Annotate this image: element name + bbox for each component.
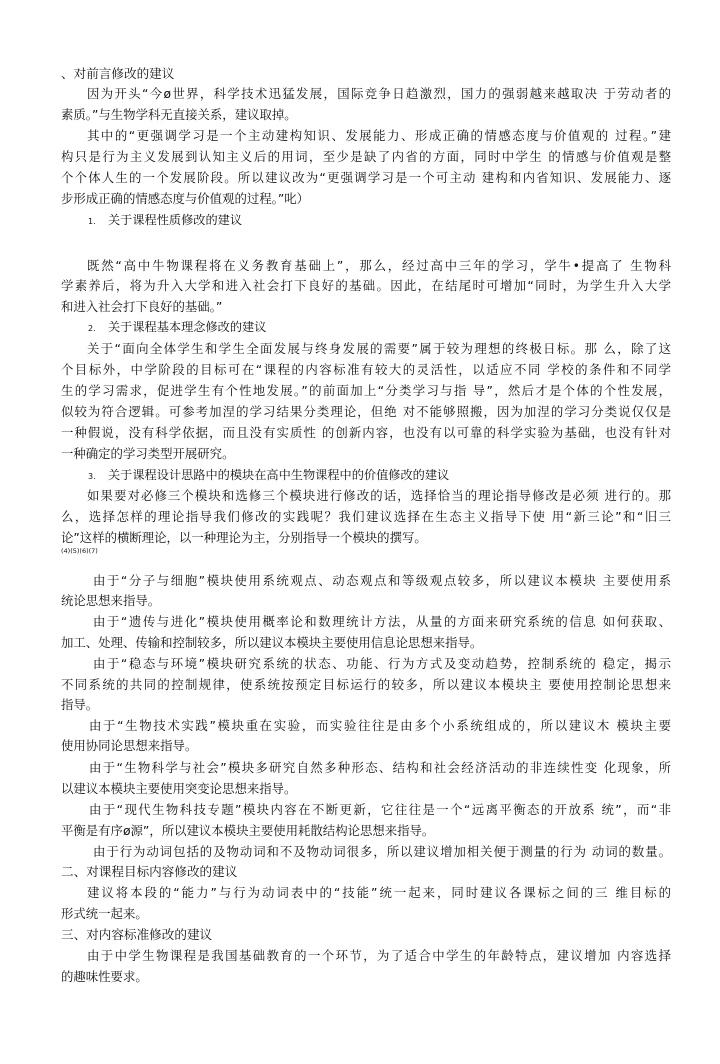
- paragraph-line: 个个体人生的一个发展阶段。所以建议改为“更强调学习是一个可主动 建构和内省知识、发展能力、逐: [61, 170, 671, 185]
- numbered-heading-module-value: [88, 465, 671, 487]
- paragraph-line: 如果要对必修三个模块和选修三个模块进行修改的话，选择恰当的理论指导修改是必须 进行的。那: [87, 488, 671, 503]
- numbered-heading-course-nature: [88, 210, 671, 232]
- paragraph-line: 不同系统的共同的控制规律，使系统按预定目标运行的较多，所以建议本模块主 要使用控制论思想来: [61, 677, 671, 692]
- paragraph-line: 论”这样的横断理论，以一种理论为主，分别指导一个模块的撰写。: [61, 530, 427, 545]
- numbered-heading-text: 关于课程设计思路中的模块在高中生物课程中的价值修改的建议: [108, 468, 450, 482]
- paragraph-line: 关于“面向全体学生和学生全面发展与终身发展的需要”属于较为理想的终极日标。那 么，除了这: [87, 341, 671, 356]
- paragraph-line: 统论思想来指导。: [61, 593, 161, 608]
- paragraph-line: 么，选择怎样的理论指导我们修改的实践呢？我们建议选择在生态主义指导下使 用“新三论”和“旧三: [61, 509, 671, 524]
- paragraph-line: 素质。”与生物学科无直接关系，建议取掉。: [61, 107, 297, 122]
- paragraph-line: 个目标外，中学阶段的目标可在“课程的内容标准有较大的灵活性，以适应不同 学校的条件和不同学: [61, 362, 671, 377]
- paragraph-line: 一种假说，没有科学依据，而且没有实质性 的创新内容，也没有以可靠的科学实验为基础，也没有针对: [61, 425, 671, 440]
- paragraph-line: 其中的“更强调学习是一个主动建构知识、发展能力、形成正确的情感态度与价值观的 过程。”建: [87, 128, 671, 143]
- numbered-heading-basic-concept: [88, 317, 671, 339]
- paragraph-line: 建议将本段的“能力”与行为动词表中的“技能”统一起来，同时建议各课标之间的三 维目标的: [87, 885, 671, 900]
- list-number: 1.: [88, 217, 96, 226]
- paragraph-line: 的趣味性要求。: [61, 969, 148, 984]
- section-heading-course-objectives: 二、对课程目标内容修改的建议: [61, 864, 238, 879]
- paragraph-line: 由于“稳态与环境”模块研究系统的状态、功能、行为方式及变动趋势，控制系统的 稳定，揭示: [93, 656, 671, 671]
- paragraph-line: 既然“高中牛物课程将在义务教育基础上”，那么，经过高中三年的学习，学牛•提高了 生物科: [87, 258, 671, 273]
- paragraph-line: 指导。: [61, 697, 99, 712]
- numbered-heading-text: 关于课程基本理念修改的建议: [108, 320, 267, 334]
- list-number: 3.: [88, 472, 96, 481]
- paragraph-line: 由于“遗传与进化”模块使用概率论和数理统计方法，从量的方面来研究系统的信息 如何获取、: [93, 614, 671, 629]
- paragraph-line: 由于“生物技术实践”模块重在实验，而实验往往是由多个小系统组成的，所以建议木 模块主要: [89, 718, 671, 733]
- paragraph-line: 加工、处理、传输和控制较多，所以建议本模块主要使用信息论思想来指导。: [61, 635, 483, 650]
- paragraph-line: 和进入社会打下良好的基础。”: [61, 299, 223, 314]
- numbered-heading-text: 关于课程性质修改的建议: [108, 213, 243, 227]
- paragraph-line: 一种确定的学习类型开展研究。: [61, 446, 235, 461]
- paragraph-line: 生的学习需求，促进学生有个性地发展。”的前面加上“分类学习与指 导”，然后才是个体的个性发展，: [61, 383, 671, 398]
- paragraph-line: 由于“现代生物科技专题”模块内容在不断更新，它往往是一个“远离平衡态的开放系 统”，而“非: [89, 802, 671, 817]
- paragraph-line: 学素养后，将为升入大学和进入社会打下良好的基础。因此，在结尾时可增加“同时，为学生升入大学: [61, 278, 671, 293]
- paragraph-line: 使用协同论思想来指导。: [61, 738, 198, 753]
- paragraph-line: 由于行为动词包括的及物动词和不及物动词很多，所以建议增加相关便于测量的行为 动词的数量。: [93, 844, 671, 859]
- section-heading-preface: 、对前言修改的建议: [61, 66, 175, 81]
- paragraph-line: 以建议本模块主要使用突变论思想来指导。: [61, 781, 297, 796]
- paragraph-line: 形式统一起来。: [61, 906, 148, 921]
- paragraph-line: 由于中学生物课程是我国基础教育的一个环节，为了适合中学生的年龄特点，建议增加 内容选择: [87, 948, 671, 963]
- reference-markers: (4)(5)(6)(7): [61, 547, 98, 555]
- paragraph-line: 由于“生物科学与社会”模块多研究自然多种形态、结构和社会经济活动的非连续性变 化现象，所: [89, 760, 671, 775]
- paragraph-line: 步形成正确的情感态度与价值观的过程。”叱）: [61, 191, 310, 206]
- list-number: 2.: [88, 324, 96, 333]
- paragraph-line: 平衡是有序ø源”，所以建议本模块主要使用耗散结构论思想来指导。: [61, 823, 435, 838]
- paragraph-line: 由于“分子与细胞”模块使用系统观点、动态观点和等级观点较多，所以建议本模块 主要使用系: [93, 573, 671, 588]
- section-heading-content-standards: 三、对内容标准修改的建议: [61, 927, 213, 942]
- paragraph-line: 构只是行为主义发展到认知主义后的用词，至少是缺了内省的方面，同时中学生 的情感与价值观是整: [61, 149, 671, 164]
- paragraph-line: 似较为符合逻辑。可参考加涅的学习结果分类理论，但绝 对不能够照搬，因为加涅的学习分类说仅仅是: [61, 404, 671, 419]
- paragraph-line: 因为开头“今ø世界，科学技术迅猛发展，国际竞争日趋激烈，国力的强弱越来越取决 于劳动者的: [87, 86, 671, 101]
